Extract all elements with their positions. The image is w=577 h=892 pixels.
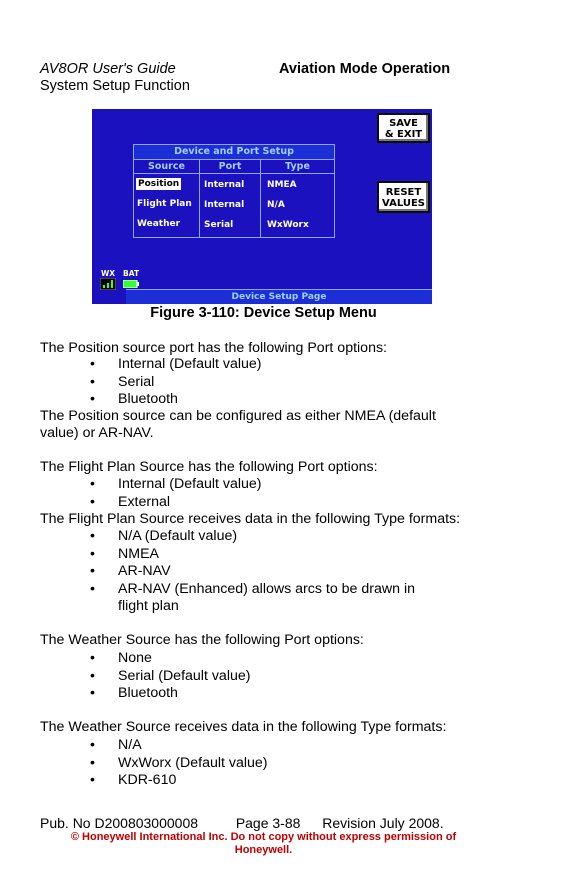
page-number: Page 3-88 xyxy=(235,815,301,831)
column-divider xyxy=(260,160,261,237)
list-item: • Bluetooth xyxy=(90,391,470,409)
bullet-list xyxy=(90,528,470,616)
reset-values-button[interactable] xyxy=(377,181,430,213)
paragraph: The Position source port has the following Port options: xyxy=(40,340,387,356)
save-exit-button[interactable] xyxy=(377,113,430,143)
list-item: • AR-NAV (Enhanced) allows arcs to be drawn in flight plan xyxy=(90,581,448,616)
column-header-type: Type xyxy=(261,160,334,174)
save-button-line1: SAVE xyxy=(389,118,418,129)
source-flight-plan-cell[interactable]: Flight Plan xyxy=(137,199,192,209)
save-button-line2: & EXIT xyxy=(384,129,423,140)
list-item: • Serial xyxy=(90,374,470,392)
section-title: System Setup Function xyxy=(40,78,190,94)
column-divider xyxy=(199,160,200,237)
chapter-title: Aviation Mode Operation xyxy=(279,61,451,77)
paragraph: The Flight Plan Source receives data in the following Type formats: xyxy=(40,511,461,527)
bullet-list xyxy=(90,737,470,790)
list-item: • N/A (Default value) xyxy=(90,528,470,546)
list-item: • Bluetooth xyxy=(90,685,470,703)
list-item: • N/A xyxy=(90,737,470,755)
list-item: • KDR-610 xyxy=(90,772,470,790)
paragraph: The Weather Source receives data in the following Type formats: xyxy=(40,719,447,735)
reset-button-line1: RESET xyxy=(385,187,422,198)
column-header-source: Source xyxy=(134,160,199,174)
screen-footer-bar: Device Setup Page xyxy=(126,289,432,304)
port-cell[interactable]: Serial xyxy=(204,220,234,230)
list-item: • None xyxy=(90,650,470,668)
copyright-notice: © Honeywell International Inc. Do not copy without express permission of Honeywell. xyxy=(70,831,457,856)
publication-number: Pub. No D200803000008 xyxy=(40,815,199,831)
device-screen xyxy=(92,109,432,304)
source-weather-cell[interactable]: Weather xyxy=(137,219,181,229)
list-item: • External xyxy=(90,494,470,512)
guide-title: AV8OR User's Guide xyxy=(40,61,176,77)
paragraph: The Flight Plan Source has the following Port options: xyxy=(40,459,378,475)
port-cell[interactable]: Internal xyxy=(204,200,245,210)
wx-label: WX xyxy=(101,269,116,278)
list-item: • Serial (Default value) xyxy=(90,668,470,686)
battery-icon xyxy=(123,280,139,288)
revision-date: Revision July 2008. xyxy=(322,815,444,831)
type-cell[interactable]: WxWorx xyxy=(267,220,309,230)
bullet-list xyxy=(90,356,470,409)
type-cell[interactable]: N/A xyxy=(267,200,285,210)
list-item: • Internal (Default value) xyxy=(90,356,470,374)
bat-label: BAT xyxy=(123,269,140,278)
list-item: • WxWorx (Default value) xyxy=(90,755,470,773)
list-item: • AR-NAV xyxy=(90,563,470,581)
bullet-list xyxy=(90,650,470,703)
paragraph: The Weather Source has the following Port options: xyxy=(40,632,364,648)
reset-button-line2: VALUES xyxy=(382,198,425,209)
source-position-cell[interactable]: Position xyxy=(138,179,180,189)
list-item: • NMEA xyxy=(90,546,470,564)
list-item: • Internal (Default value) xyxy=(90,476,470,494)
paragraph: The Position source can be configured as either NMEA (default value) or AR-NAV. xyxy=(40,408,436,441)
wx-signal-icon xyxy=(100,278,116,290)
bullet-list xyxy=(90,476,470,511)
device-port-setup-panel xyxy=(133,144,335,238)
publication-footer xyxy=(40,815,444,831)
port-cell[interactable]: Internal xyxy=(204,180,245,190)
page-header xyxy=(40,61,190,95)
column-header-port: Port xyxy=(200,160,260,174)
type-cell[interactable]: NMEA xyxy=(267,180,297,190)
figure-caption: Figure 3-110: Device Setup Menu xyxy=(150,305,377,321)
panel-title: Device and Port Setup xyxy=(134,145,334,160)
